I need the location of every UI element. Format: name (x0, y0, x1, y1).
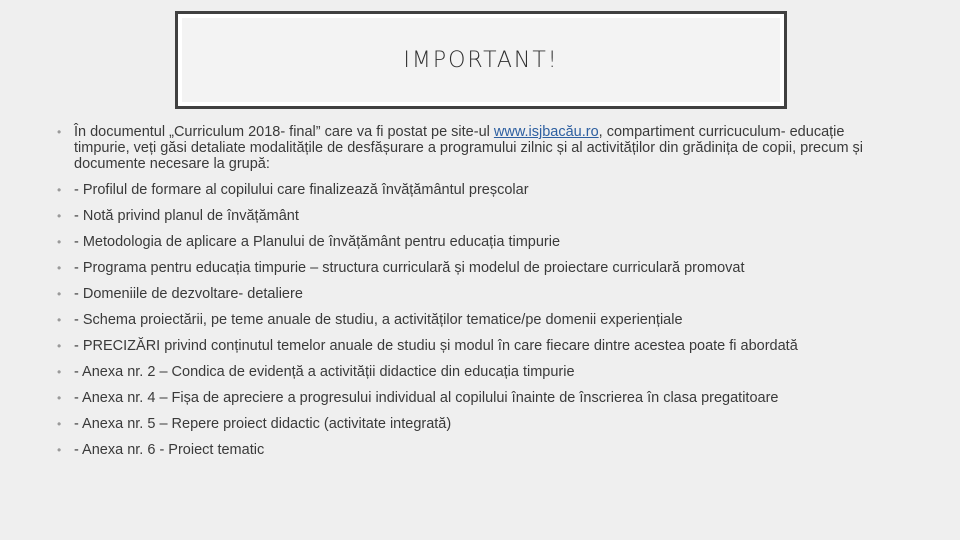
site-link[interactable]: www.isjbacău.ro (493, 124, 599, 140)
bullet-list (74, 124, 894, 468)
list-item: • - Anexa nr. 4 – Fișa de apreciere a progresului individual al copilului înainte de înscrierea în clasa pregatitoare (74, 390, 894, 406)
list-item: • - Anexa nr. 5 – Repere proiect didactic (activitate integrată) (74, 416, 894, 432)
list-item: • - Anexa nr. 6 - Proiect tematic (74, 442, 894, 458)
list-item: • - Profilul de formare al copilului care finalizează învățământul preșcolar (74, 182, 894, 198)
intro-text-before: În documentul „Curriculum 2018- final” care va fi postat pe site-ul (74, 124, 494, 140)
list-item: • - Domeniile de dezvoltare- detaliere (74, 286, 894, 302)
list-item: • - Programa pentru educația timpurie – structura curriculară și modelul de proiectare curriculară promovat (74, 260, 894, 276)
intro-text-after: , compartiment curricuculum- educație timpurie, veți găsi detaliate modalitățile de desfășurare a programului zilnic și al activităților din grădinița de copii, precum și documente necesare la grupă: (74, 124, 864, 172)
list-item: • - Notă privind planul de învățământ (74, 208, 894, 224)
title-box (175, 11, 787, 109)
list-item: • - Metodologia de aplicare a Planului de învățământ pentru educația timpurie (74, 234, 894, 250)
intro-item (74, 124, 894, 172)
slide-title: IMPORTANT! (403, 47, 559, 73)
list-item: • - Schema proiectării, pe teme anuale de studiu, a activităților tematice/pe domenii experiențiale (74, 312, 894, 328)
list-item: • - PRECIZĂRI privind conținutul temelor anuale de studiu și modul în care fiecare dintre acestea poate fi abordată (74, 338, 894, 354)
list-item: • - Anexa nr. 2 – Condica de evidență a activității didactice din educația timpurie (74, 364, 894, 380)
